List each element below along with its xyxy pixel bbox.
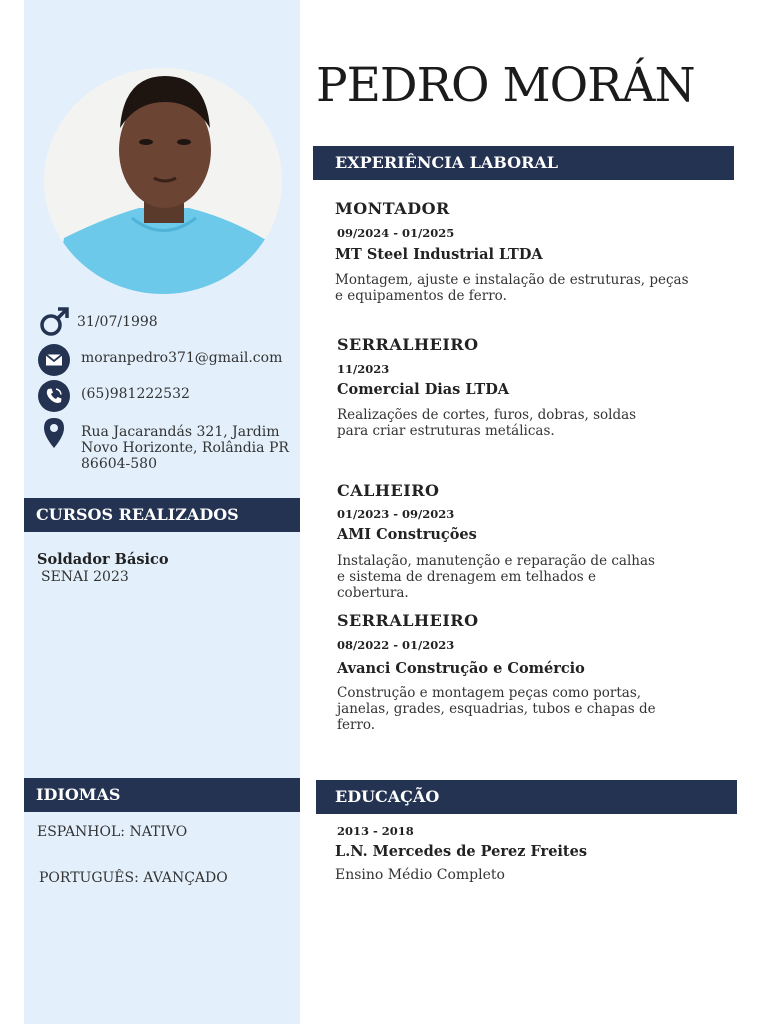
phone-text[interactable]: (65)981222532 (81, 386, 190, 402)
job-dates: 01/2023 - 09/2023 (337, 507, 455, 521)
education-heading: EDUCAÇÃO (316, 780, 737, 814)
job-company: Comercial Dias LTDA (337, 381, 510, 398)
profile-photo-illustration (44, 68, 282, 294)
candidate-name: PEDRO MORÁN (316, 58, 695, 113)
course-institution: SENAI 2023 (41, 569, 129, 585)
job-dates: 08/2022 - 01/2023 (337, 638, 455, 652)
education-school: L.N. Mercedes de Perez Freites (335, 843, 588, 860)
job-title: SERRALHEIRO (337, 611, 479, 630)
languages-heading: IDIOMAS (24, 778, 300, 812)
course-name: Soldador Básico (37, 551, 169, 568)
courses-heading: CURSOS REALIZADOS (24, 498, 300, 532)
email-text[interactable]: moranpedro371@gmail.com (81, 350, 283, 366)
job-description: Instalação, manutenção e reparação de calhas e sistema de drenagem em telhados e cobertura. (337, 553, 655, 601)
address-line3: 86604-580 (81, 456, 157, 472)
address-line1: Rua Jacarandás 321, Jardim (81, 424, 280, 440)
experience-heading: EXPERIÊNCIA LABORAL (313, 146, 734, 180)
education-level: Ensino Médio Completo (335, 867, 505, 883)
address-line2: Novo Horizonte, Rolândia PR (81, 440, 289, 456)
job-company: AMI Construções (337, 526, 477, 543)
language-item: PORTUGUÊS: AVANÇADO (39, 870, 228, 886)
job-dates: 09/2024 - 01/2025 (337, 226, 455, 240)
birthdate-text: 31/07/1998 (77, 314, 158, 330)
education-dates: 2013 - 2018 (337, 824, 414, 838)
job-description: Realizações de cortes, furos, dobras, soldas para criar estruturas metálicas. (337, 407, 637, 439)
job-description: Montagem, ajuste e instalação de estruturas, peças e equipamentos de ferro. (335, 272, 689, 304)
male-icon (38, 306, 70, 338)
language-item: ESPANHOL: NATIVO (37, 824, 188, 840)
job-title: SERRALHEIRO (337, 335, 479, 354)
job-company: Avanci Construção e Comércio (337, 660, 585, 677)
job-title: MONTADOR (335, 199, 450, 218)
job-company: MT Steel Industrial LTDA (335, 246, 543, 263)
email-icon (38, 344, 70, 376)
phone-icon (38, 380, 70, 412)
location-pin-icon (38, 416, 70, 450)
profile-photo (44, 68, 282, 294)
job-description: Construção e montagem peças como portas, janelas, grades, esquadrias, tubos e chapas de ferro. (337, 685, 656, 733)
job-dates: 11/2023 (337, 362, 390, 376)
job-title: CALHEIRO (337, 481, 440, 500)
